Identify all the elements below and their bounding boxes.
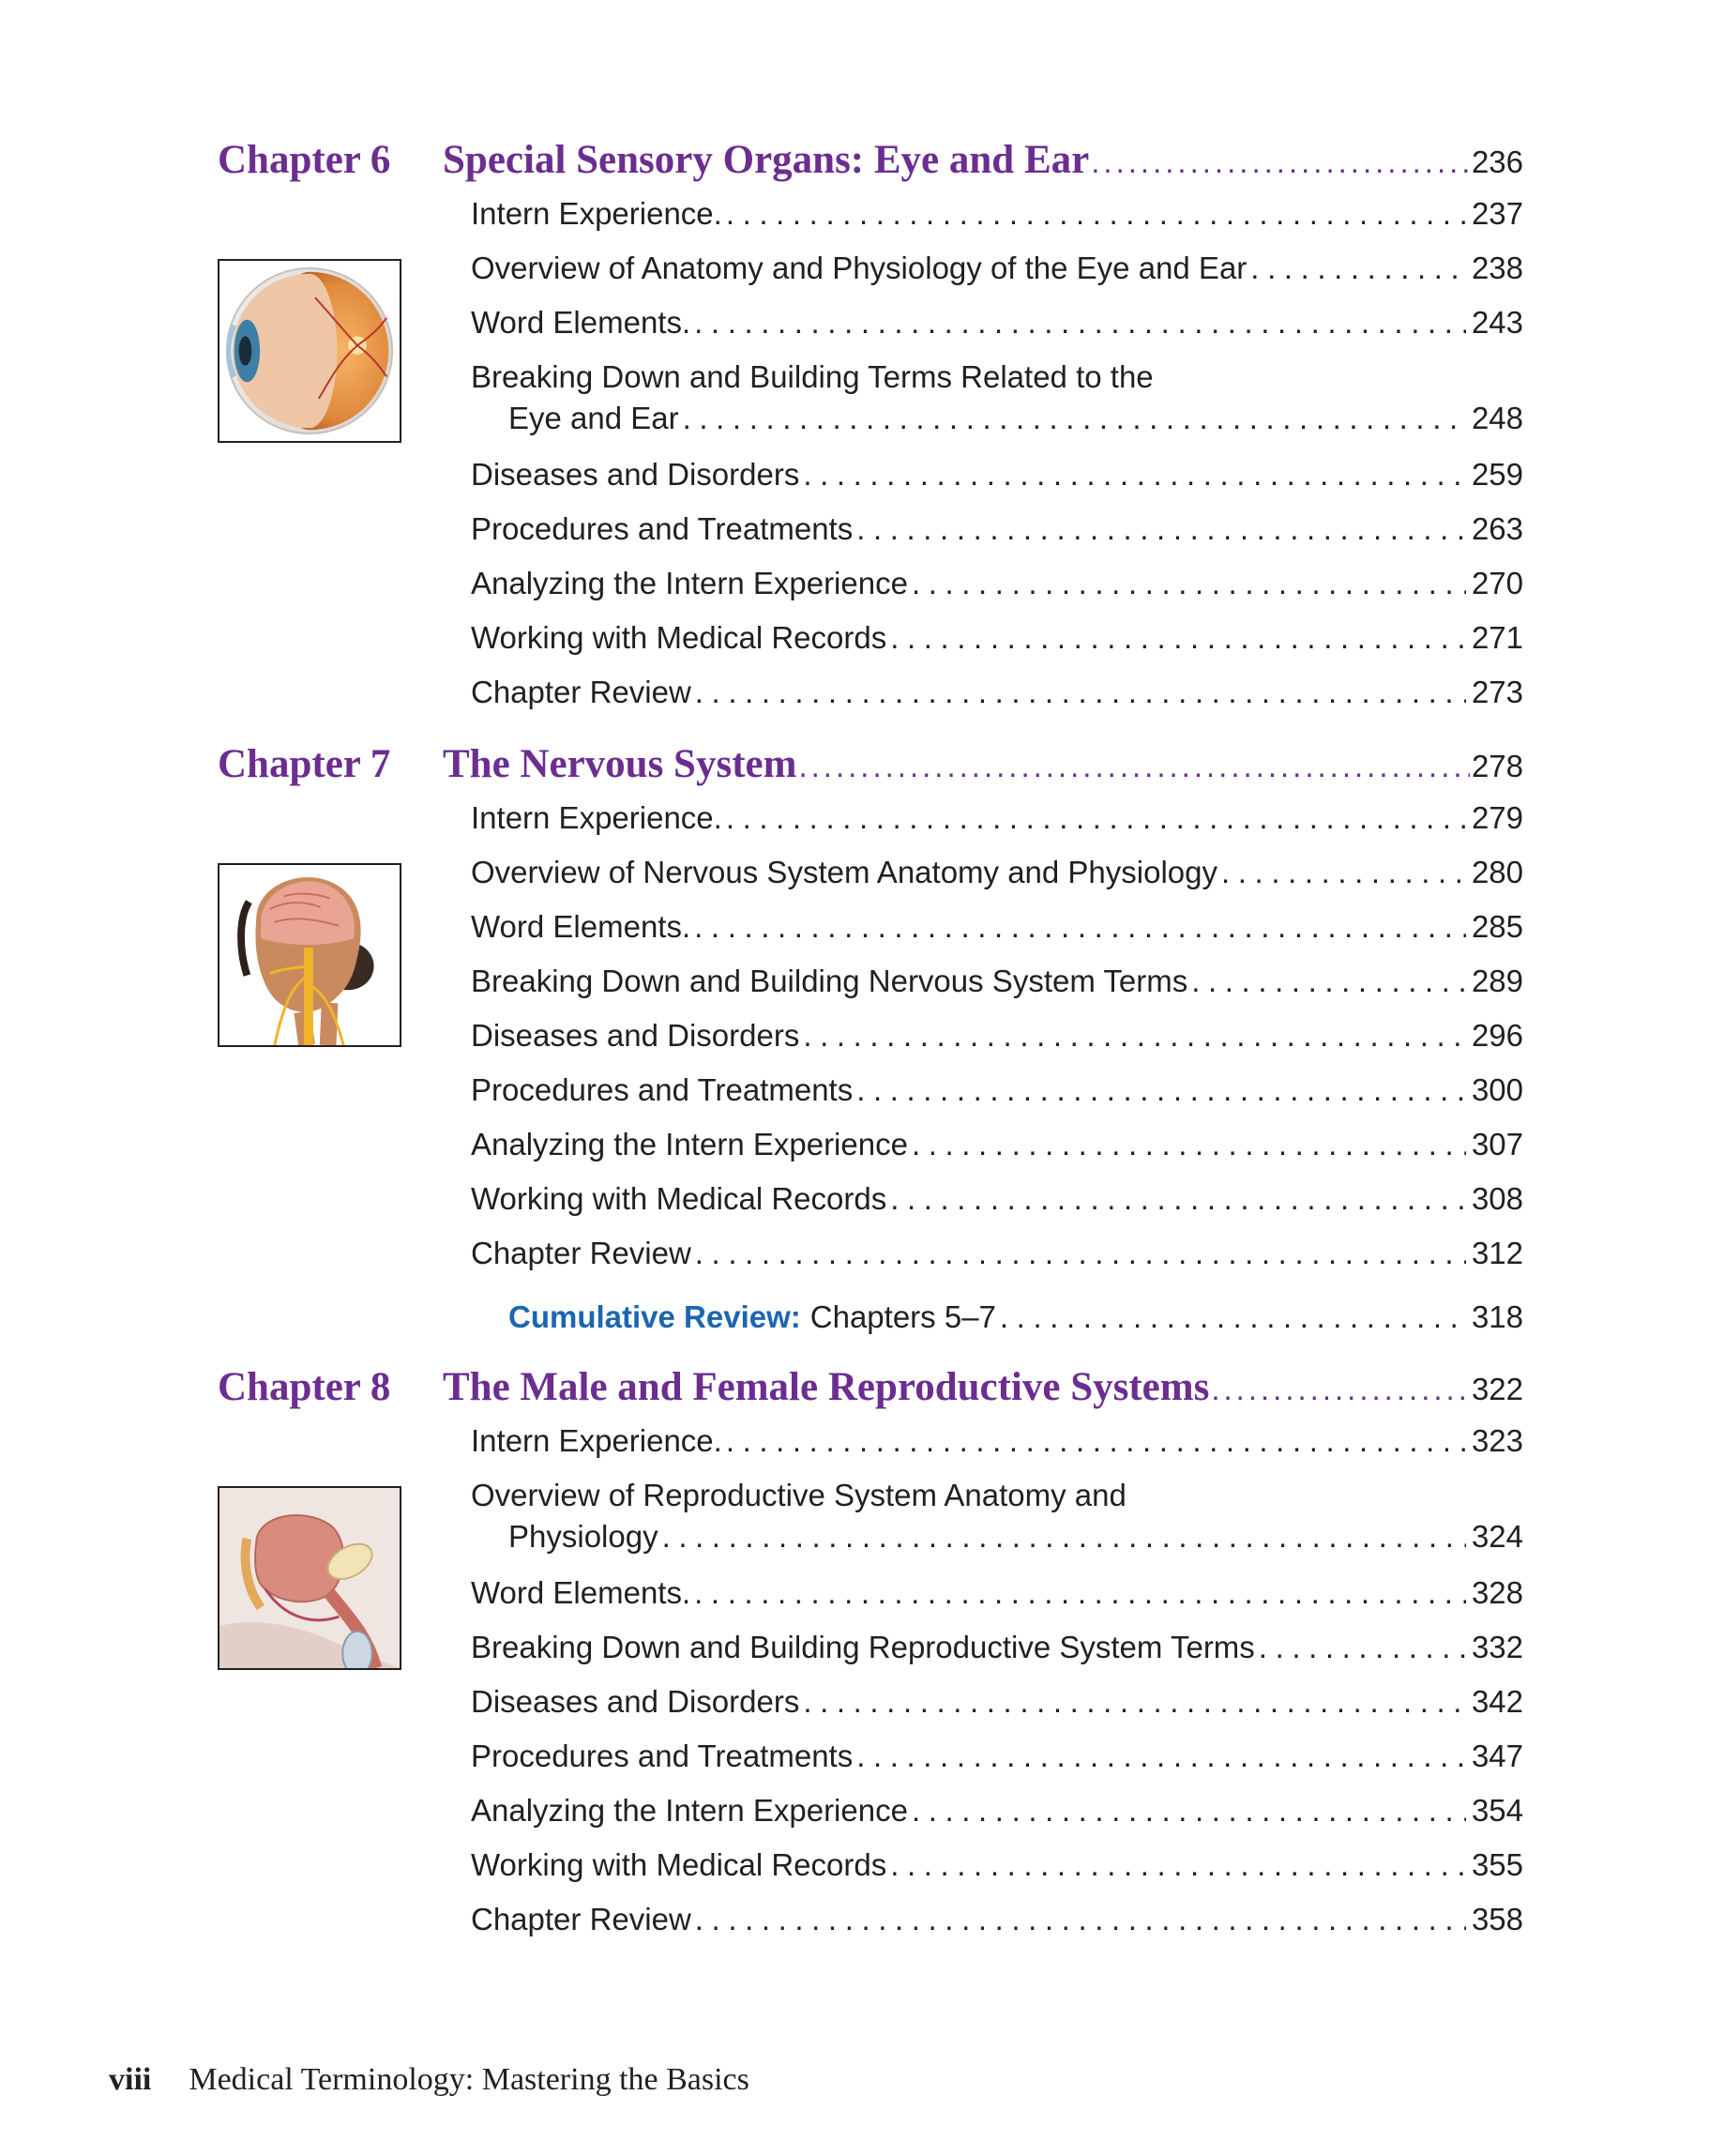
toc-entry[interactable]: [471, 797, 1523, 839]
chapter-label: Chapter 8: [218, 1365, 391, 1409]
dot-leader: [726, 797, 1466, 839]
toc-entry[interactable]: [471, 1572, 1523, 1614]
entry-title: Breaking Down and Building Reproductive System Terms: [471, 1630, 1255, 1664]
entry-page-number: 318: [1471, 1299, 1523, 1334]
chapter-title: Special Sensory Organs: Eye and Ear: [443, 138, 1090, 182]
dot-leader: [1000, 1297, 1466, 1338]
dot-leader: [890, 1845, 1466, 1886]
chapter-page-number: 278: [1471, 749, 1523, 783]
entry-page-number: 354: [1471, 1793, 1523, 1828]
toc-entry[interactable]: [471, 302, 1523, 343]
nervous-system-head-illustration: [218, 863, 401, 1047]
dot-leader: [694, 1572, 1466, 1614]
entry-page-number: 323: [1471, 1423, 1523, 1458]
entry-page-number: 347: [1471, 1738, 1523, 1773]
entry-page-number: 300: [1471, 1072, 1523, 1107]
dot-leader: [890, 1178, 1466, 1220]
entry-title: Breaking Down and Building Nervous System Terms: [471, 964, 1188, 998]
entry-page-number: 332: [1471, 1630, 1523, 1664]
reproductive-anatomy-illustration: [218, 1486, 401, 1670]
entry-page-number: 237: [1471, 196, 1523, 231]
toc-entry[interactable]: [471, 617, 1523, 659]
toc-entry[interactable]: [471, 1124, 1523, 1165]
entry-page-number: 307: [1471, 1127, 1523, 1162]
chapter-page-number: 322: [1471, 1372, 1523, 1406]
entry-title: Intern Experience.: [471, 800, 722, 835]
dot-leader: [1211, 1372, 1470, 1407]
entry-page-number: 289: [1471, 964, 1523, 998]
entry-title: Intern Experience.: [471, 196, 722, 231]
toc-entry[interactable]: [471, 1070, 1523, 1111]
entry-page-number: 279: [1471, 800, 1523, 835]
toc-entry[interactable]: [471, 1899, 1523, 1940]
entry-page-number: 263: [1471, 511, 1523, 546]
entry-title: Word Elements.: [471, 305, 691, 340]
eye-anatomy-illustration: [218, 259, 401, 443]
dot-leader: [662, 1516, 1466, 1557]
dot-leader: [798, 749, 1470, 784]
entry-title: Diseases and Disorders: [471, 1018, 800, 1053]
entry-title: Analyzing the Intern Experience: [471, 566, 908, 600]
toc-entry[interactable]: [471, 1015, 1523, 1056]
entry-title: Chapter Review: [471, 1236, 691, 1270]
entry-title: Chapters 5–7: [809, 1299, 996, 1334]
dot-leader: [694, 906, 1466, 948]
entry-page-number: 270: [1471, 566, 1523, 600]
toc-entry[interactable]: [471, 1420, 1523, 1462]
entry-title: Overview of Anatomy and Physiology of the Eye and Ear: [471, 251, 1248, 285]
toc-entry[interactable]: [471, 1233, 1523, 1274]
footer-page-number: viii: [109, 2062, 152, 2097]
dot-leader: [695, 672, 1466, 713]
dot-leader: [726, 193, 1466, 235]
chapter-label: Chapter 6: [218, 138, 391, 182]
toc-entry[interactable]: [471, 672, 1523, 713]
chapter-heading[interactable]: [218, 137, 1523, 190]
dot-leader: [695, 1899, 1466, 1940]
dot-leader: [803, 1681, 1466, 1723]
entry-page-number: 280: [1471, 855, 1523, 889]
toc-entry[interactable]: [471, 1627, 1523, 1668]
dot-leader: [683, 398, 1466, 439]
entry-title: Overview of Reproductive System Anatomy and: [471, 1478, 1127, 1512]
toc-entry[interactable]: [471, 906, 1523, 948]
entry-title: Breaking Down and Building Terms Related to the: [471, 359, 1154, 394]
dot-leader: [1250, 248, 1466, 289]
footer-book-title: Medical Terminology: Mastering the Basics: [189, 2062, 749, 2097]
entry-page-number: 271: [1471, 620, 1523, 655]
dot-leader: [856, 1736, 1466, 1777]
dot-leader: [803, 454, 1466, 495]
cumulative-review-label: Cumulative Review:: [508, 1299, 801, 1334]
toc-entry[interactable]: [471, 1790, 1523, 1831]
dot-leader: [856, 1070, 1466, 1111]
entry-page-number: 259: [1471, 457, 1523, 492]
toc-entry[interactable]: [471, 563, 1523, 604]
dot-leader: [726, 1420, 1466, 1462]
entry-title-continued: Eye and Ear: [508, 401, 679, 435]
entry-title: Procedures and Treatments: [471, 1738, 854, 1773]
toc-entry[interactable]: [471, 1845, 1523, 1886]
dot-leader: [1191, 961, 1466, 1002]
dot-leader: [912, 1124, 1466, 1165]
dot-leader: [803, 1015, 1466, 1056]
entry-title: Working with Medical Records: [471, 1181, 887, 1216]
dot-leader: [1091, 144, 1470, 180]
dot-leader: [1259, 1627, 1466, 1668]
chapter-heading[interactable]: [218, 741, 1523, 794]
entry-page-number: 312: [1471, 1236, 1523, 1270]
dot-leader: [912, 563, 1466, 604]
entry-title: Analyzing the Intern Experience: [471, 1127, 908, 1162]
chapter-title: The Nervous System: [443, 742, 797, 786]
chapter-title: The Male and Female Reproductive Systems: [443, 1365, 1210, 1409]
entry-title: Procedures and Treatments: [471, 511, 854, 546]
entry-title: Word Elements.: [471, 1575, 691, 1610]
dot-leader: [856, 509, 1466, 550]
toc-entry[interactable]: [471, 454, 1523, 495]
entry-title: Procedures and Treatments: [471, 1072, 854, 1107]
entry-title-continued: Physiology: [508, 1519, 658, 1554]
entry-page-number: 358: [1471, 1902, 1523, 1936]
entry-page-number: 355: [1471, 1847, 1523, 1882]
dot-leader: [890, 617, 1466, 659]
dot-leader: [694, 302, 1466, 343]
entry-page-number: 273: [1471, 675, 1523, 709]
dot-leader: [1221, 852, 1466, 893]
entry-page-number: 248: [1471, 401, 1523, 435]
entry-page-number: 342: [1471, 1684, 1523, 1719]
entry-page-number: 308: [1471, 1181, 1523, 1216]
entry-page-number: 296: [1471, 1018, 1523, 1053]
chapter-label: Chapter 7: [218, 742, 391, 786]
entry-title: Diseases and Disorders: [471, 1684, 800, 1719]
entry-title: Working with Medical Records: [471, 620, 887, 655]
toc-entry[interactable]: [471, 961, 1523, 1002]
entry-title: Working with Medical Records: [471, 1847, 887, 1882]
entry-title: Overview of Nervous System Anatomy and Physiology: [471, 855, 1218, 889]
dot-leader: [912, 1790, 1466, 1831]
entry-title: Diseases and Disorders: [471, 457, 800, 492]
entry-page-number: 238: [1471, 251, 1523, 285]
cumulative-review-entry[interactable]: [471, 1297, 1523, 1338]
dot-leader: [695, 1233, 1466, 1274]
chapter-page-number: 236: [1471, 144, 1523, 179]
toc-entry[interactable]: [471, 1736, 1523, 1777]
toc-entry[interactable]: [471, 509, 1523, 550]
entry-title: Chapter Review: [471, 675, 691, 709]
entry-title: Intern Experience.: [471, 1423, 722, 1458]
entry-page-number: 285: [1471, 909, 1523, 944]
entry-page-number: 324: [1471, 1519, 1523, 1554]
toc-entry[interactable]: [471, 1475, 1523, 1557]
toc-entry[interactable]: [471, 248, 1523, 289]
entry-page-number: 328: [1471, 1575, 1523, 1610]
entry-page-number: 243: [1471, 305, 1523, 340]
entry-title: Chapter Review: [471, 1902, 691, 1936]
toc-entry[interactable]: [471, 1178, 1523, 1220]
toc-entry[interactable]: [471, 357, 1523, 439]
entry-title: Word Elements.: [471, 909, 691, 944]
entry-title: Analyzing the Intern Experience: [471, 1793, 908, 1828]
page-footer: [109, 2062, 749, 2098]
toc-entry[interactable]: [471, 1681, 1523, 1723]
toc-entry[interactable]: [471, 193, 1523, 235]
toc-entry[interactable]: [471, 852, 1523, 893]
chapter-heading[interactable]: [218, 1364, 1523, 1417]
